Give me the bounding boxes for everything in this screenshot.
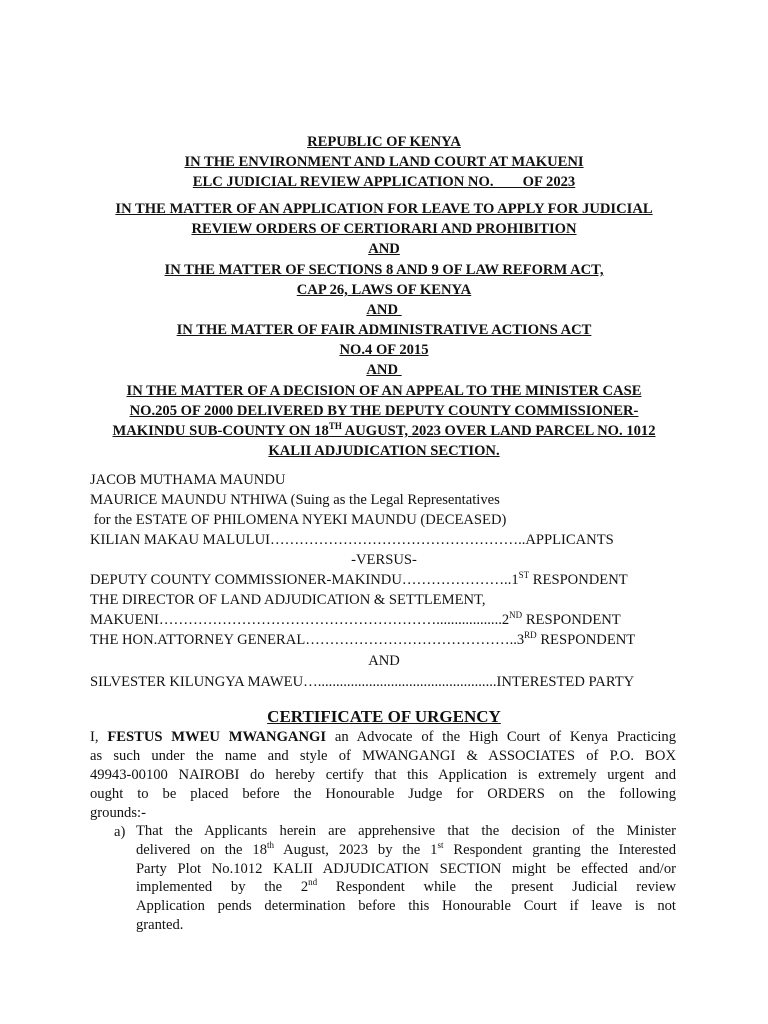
- ground-a-line-1: That the Applicants herein are apprehensive that the decision of the Minister: [136, 823, 676, 839]
- heading-matter-fair-admin-cont: NO.4 OF 2015: [339, 342, 429, 358]
- versus-label: -VERSUS-: [351, 552, 417, 568]
- heading-matter-sections: IN THE MATTER OF SECTIONS 8 AND 9 OF LAW REFORM ACT,: [164, 262, 604, 278]
- heading-and-1: AND: [368, 241, 400, 257]
- heading-matter-fair-admin: IN THE MATTER OF FAIR ADMINISTRATIVE ACTIONS ACT: [176, 322, 592, 338]
- intro-line-3: 49943-00100 NAIROBI do hereby certify that this Application is extremely urgent and: [90, 767, 676, 783]
- party-interested: SILVESTER KILUNGYA MAWEU….................................................INTERESTED PARTY: [90, 674, 635, 690]
- party-respondent-2: THE DIRECTOR OF LAND ADJUDICATION & SETTLEMENT,: [90, 592, 486, 608]
- heading-matter-leave-cont: REVIEW ORDERS OF CERTIORARI AND PROHIBITION: [191, 221, 577, 237]
- heading-matter-decision-cont3: KALII ADJUDICATION SECTION.: [268, 443, 500, 459]
- party-applicant-3: KILIAN MAKAU MALULUI……………………………………………..APPLICANTS: [90, 532, 614, 548]
- party-applicant-2: MAURICE MAUNDU NTHIWA (Suing as the Legal Representatives: [90, 492, 500, 508]
- certificate-title: CERTIFICATE OF URGENCY: [267, 707, 501, 726]
- heading-matter-decision: IN THE MATTER OF A DECISION OF AN APPEAL TO THE MINISTER CASE: [126, 383, 642, 399]
- heading-and-3: AND: [366, 362, 402, 378]
- intro-line-2: as such under the name and style of MWANGANGI & ASSOCIATES of P.O. BOX: [90, 748, 676, 764]
- party-respondent-3: THE HON.ATTORNEY GENERAL……………………………………..3RD RESPONDENT: [90, 630, 636, 648]
- intro-line-1: I, FESTUS MWEU MWANGANGI an Advocate of the High Court of Kenya Practicing: [90, 729, 676, 745]
- party-respondent-2-cont: MAKUENI…………………………………………………..................2ND RESPONDENT: [90, 610, 621, 628]
- and-label: AND: [368, 653, 400, 669]
- party-applicant-2-cont: for the ESTATE OF PHILOMENA NYEKI MAUNDU (DECEASED): [90, 512, 507, 528]
- intro-line-5: grounds:-: [90, 805, 146, 821]
- ground-a-line-6: granted.: [136, 917, 184, 933]
- ground-a-line-5: Application pends determination before this Honourable Court if leave is not: [136, 898, 676, 914]
- intro-line-4: ought to be placed before the Honourable Judge for ORDERS on the following: [90, 786, 676, 802]
- heading-application-no: ELC JUDICIAL REVIEW APPLICATION NO. OF 2023: [192, 174, 576, 190]
- heading-matter-decision-cont1: NO.205 OF 2000 DELIVERED BY THE DEPUTY COUNTY COMMISSIONER-: [129, 403, 639, 419]
- heading-matter-decision-cont2: MAKINDU SUB-COUNTY ON 18TH AUGUST, 2023 OVER LAND PARCEL NO. 1012: [112, 421, 656, 439]
- ground-a-line-4: implemented by the 2nd Respondent while the present Judicial review: [136, 877, 676, 895]
- heading-matter-sections-cont: CAP 26, LAWS OF KENYA: [296, 282, 472, 298]
- heading-and-2: AND: [366, 302, 402, 318]
- ground-a-label: a): [114, 824, 126, 840]
- party-applicant-1: JACOB MUTHAMA MAUNDU: [90, 472, 286, 488]
- heading-court: IN THE ENVIRONMENT AND LAND COURT AT MAKUENI: [184, 154, 584, 170]
- ground-a-line-2: delivered on the 18th August, 2023 by the 1st Respondent granting the Interested: [136, 840, 676, 858]
- advocate-name: FESTUS MWEU MWANGANGI: [107, 729, 327, 745]
- party-respondent-1: DEPUTY COUNTY COMMISSIONER-MAKINDU…………………..1ST RESPONDENT: [90, 570, 628, 588]
- ground-a-line-3: Party Plot No.1012 KALII ADJUDICATION SECTION might be effected and/or: [136, 861, 676, 877]
- heading-republic: REPUBLIC OF KENYA: [307, 134, 461, 150]
- heading-matter-leave: IN THE MATTER OF AN APPLICATION FOR LEAVE TO APPLY FOR JUDICIAL: [115, 201, 653, 217]
